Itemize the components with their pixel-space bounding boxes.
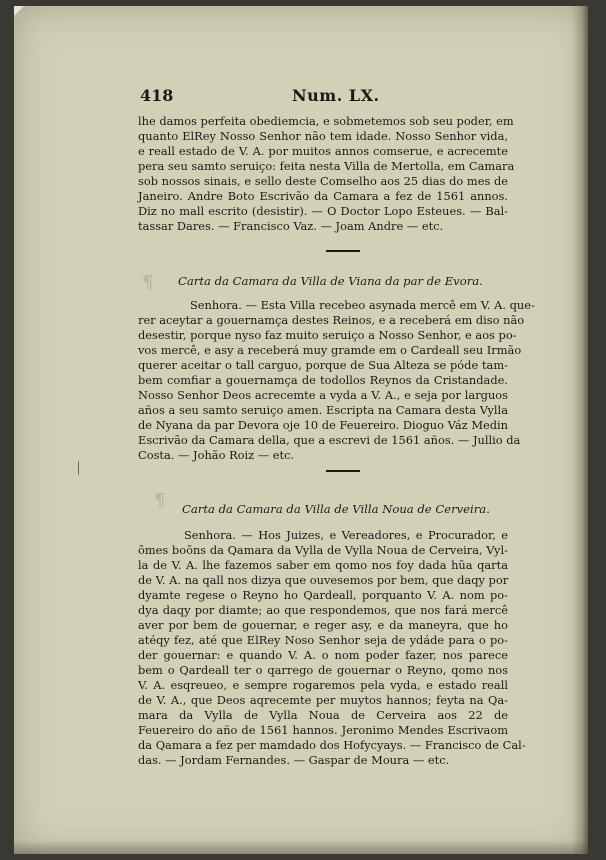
page-header — [14, 88, 588, 110]
text-line: quanto ElRey Nosso Senhor não tem idade. Nosso Senhor vida, — [138, 129, 508, 143]
text-line: e reall estado de V. A. por muitos annos comserue, e acrecemte — [138, 144, 508, 158]
text-line: Escrivão da Camara della, que a escrevi de 1561 años. — Jullio da — [138, 433, 521, 447]
text-line: Feuereiro do año de 1561 hannos. Jeronimo Mendes Escrivaom — [138, 723, 508, 737]
text-line: pera seu samto seruiço: feita nesta Villa de Mertolla, em Camara — [138, 159, 515, 173]
section-divider-2 — [326, 470, 360, 472]
text-line: Diz no mall escrito (desistir). — O Doctor Lopo Esteues. — Bal- — [138, 204, 508, 218]
text-line: lhe damos perfeita obediemcia, e sobmetemos sob seu poder, em — [138, 114, 514, 128]
page-bottom-shadow — [14, 840, 588, 854]
text-line: dyamte regese o Reyno ho Qardeall, porquanto V. A. nom po- — [138, 588, 508, 602]
text-line: tassar Dares. — Francisco Vaz. — Joam Andre — etc. — [138, 219, 444, 233]
text-line: dya daqy por diamte; ao que respondemos, que nos fará mercê — [138, 603, 508, 617]
text-line: de V. A. na qall nos dizya que ouvesemos por bem, que daqy por — [138, 573, 509, 587]
text-line: Senhora. — Hos Juizes, e Vereadores, e Procurador, e — [184, 528, 508, 542]
page-number: 418 — [140, 86, 174, 105]
text-line: Costa. — Johão Roiz — etc. — [138, 448, 295, 462]
text-line: bem comfiar a gouernamça de todollos Reynos da Cristandade. — [138, 373, 508, 387]
text-line: mara da Vylla de Vylla Noua de Cerveira aos 22 de — [138, 708, 508, 722]
running-head: Num. LX. — [292, 86, 380, 105]
text-line: atéqy fez, até que ElRey Noso Senhor seja de ydáde para o po- — [138, 633, 508, 647]
text-line: der gouernar: e quando V. A. o nom poder fazer, nos parece — [138, 648, 508, 662]
section1-lines — [138, 298, 535, 463]
section-divider-1 — [326, 250, 360, 252]
text-line: de V. A., que Deos aqrecemte per muytos hannos; feyta na Qa- — [138, 693, 508, 707]
margin-tick — [78, 461, 79, 475]
text-line: da Qamara a fez per mamdado dos Hofycyays. — Francisco de Cal- — [138, 738, 526, 752]
text-line: sob nossos sinais, e sello deste Comselho aos 25 dias do mes de — [138, 174, 508, 188]
book-page — [14, 6, 588, 854]
section2-lines — [138, 528, 526, 768]
text-line: la de V. A. lhe fazemos saber em qomo nos foy dada hũa qarta — [138, 558, 508, 572]
text-line: Janeiro. Andre Boto Escrivão da Camara a fez de 1561 annos. — [138, 189, 508, 203]
text-line: õmes boõns da Qamara da Vylla de Vylla Noua de Cerveira, Vyl- — [138, 543, 508, 557]
section1-title: Carta da Camara da Villa de Viana da par de Evora. — [178, 274, 483, 288]
text-line: das. — Jordam Fernandes. — Gaspar de Moura — etc. — [138, 753, 450, 767]
text-line: bem o Qardeall ter o qarrego de gouernar o Reyno, qomo nos — [138, 663, 508, 677]
section-mark-1: ¶ — [142, 272, 154, 293]
page-corner — [14, 6, 24, 16]
text-line: rer aceytar a gouernamça destes Reinos, e a receberá em diso não — [138, 313, 525, 327]
section2-title: Carta da Camara da Villa de Villa Noua de Cerveira. — [182, 502, 490, 516]
text-line: de Nyana da par Devora oje 10 de Feuereiro. Dioguo Váz Medin — [138, 418, 508, 432]
text-line: Senhora. — Esta Villa recebeo asynada mercê em V. A. que- — [190, 298, 535, 312]
page-gutter-shadow — [572, 6, 588, 854]
continuation-lines — [138, 114, 515, 234]
text-line: querer aceitar o tall carguo, porque de Sua Alteza se póde tam- — [138, 358, 508, 372]
text-line: vos mercê, e asy a receberá muy gramde em o Cardeall seu Irmão — [138, 343, 522, 357]
text-line: años a seu samto seruiço amen. Escripta na Camara desta Vylla — [138, 403, 508, 417]
text-line: V. A. esqreueo, e sempre rogaremos pela vyda, e estado reall — [138, 678, 508, 692]
section-mark-2: ¶ — [154, 490, 166, 511]
text-line: Nosso Senhor Deos acrecemte a vyda a V. A., e seja por larguos — [138, 388, 508, 402]
text-line: desestir, porque nyso faz muito seruiço a Nosso Senhor, e aos po- — [138, 328, 517, 342]
text-line: aver por bem de gouernar, e reger asy, e da maneyra, que ho — [138, 618, 508, 632]
